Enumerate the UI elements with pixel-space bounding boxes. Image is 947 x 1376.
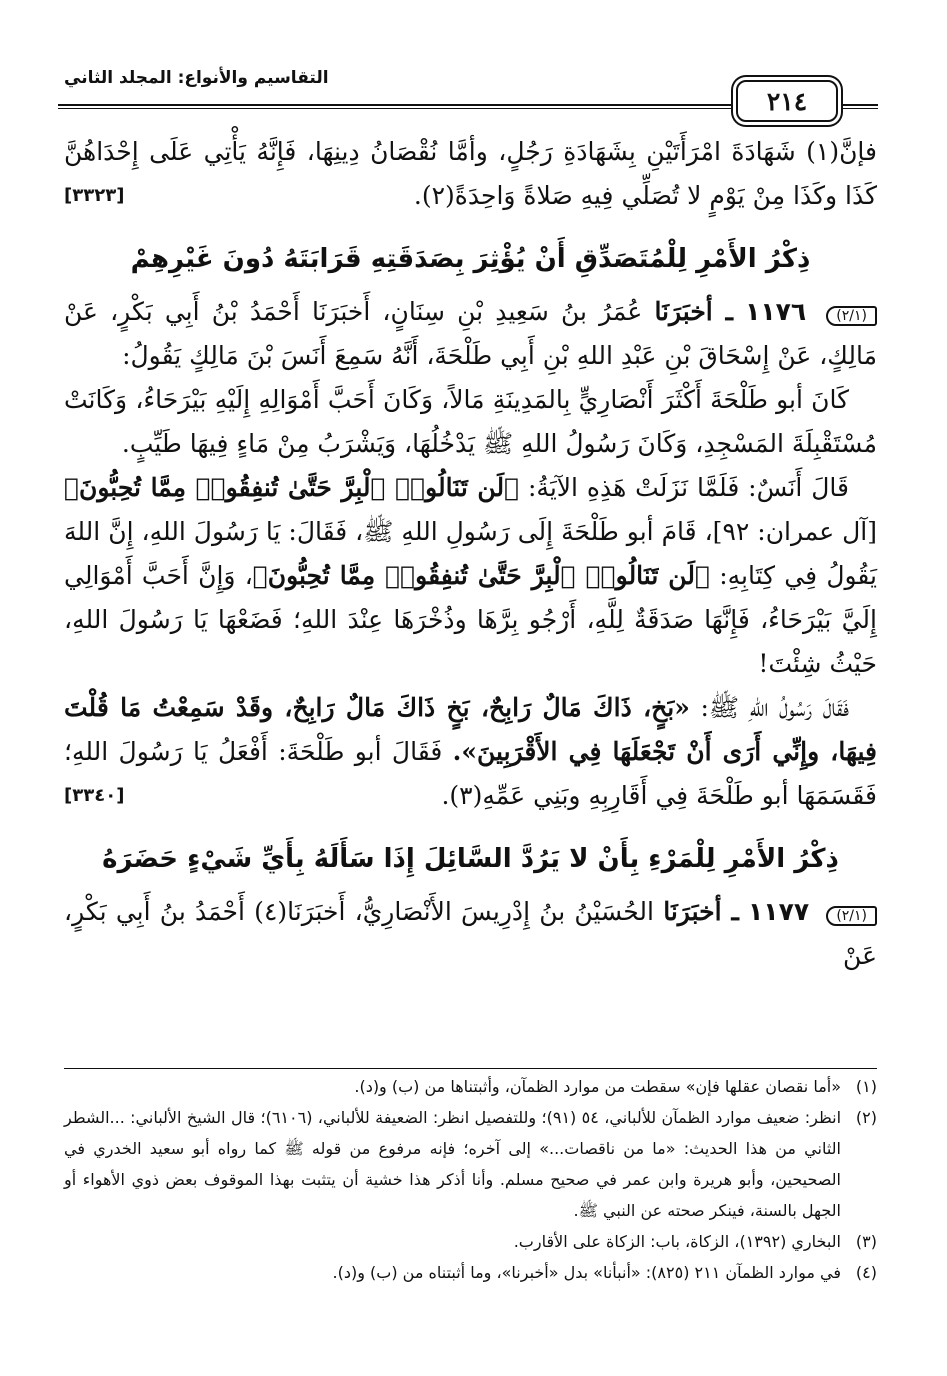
page-header (58, 64, 878, 116)
running-head: التقاسيم والأنواع: المجلد الثاني (58, 68, 335, 88)
footnote-number: (٣) (855, 1232, 877, 1251)
footnote-text: انظر: ضعيف موارد الظمآن للألباني، ٥٤ (٩١)؛ وللتفصيل انظر: الضعيفة للألباني، (٦١٠٦)؛ قال الشيخ الألباني: ...الشطر الثاني من هذا الحديث: «ما من ناقصات...» إلى آخره؛ فإنه مرفوع من قوله ﷺ كما رواه أبو سعيد الخدري في الصحيحين، وأبو هريرة وابن عمر في صحيح مسلم. وأنا أذكر هذا خشية أن يتثبت بهذا الموقوف بعض ذوي الأهواء أو الجهل بالسنة، فينكر صحته عن النبي ﷺ. (64, 1108, 842, 1220)
hadith-number: ١١٧٦ (745, 297, 807, 326)
footnote-number: (١) (855, 1077, 877, 1096)
intro-paragraph (64, 130, 877, 218)
quran-verse: ﴿لَن تَنَالُوا۟ ٱلْبِرَّ حَتَّىٰ تُنفِقُوا۟ مِمَّا تُحِبُّونَ﴾ (252, 561, 710, 590)
footnote (64, 1226, 877, 1257)
hadith-reference: [٣٣٤٠] (64, 785, 125, 806)
isnad-text: عُمَرُ بنُ سَعِيدِ بْنِ سِنَانٍ، أَخبَرَنَا أَحْمَدُ بْنُ أَبِي بَكْرٍ، عَنْ مَالِكٍ، عَنْ إِسْحَاقَ بْنِ عَبْدِ اللهِ بْنِ أَبِي طَلْحَةَ، أَنَّهُ سَمِعَ أَنَسَ بْنَ مَالِكٍ يَقُولُ: (64, 297, 877, 370)
hadith-isnad (64, 890, 877, 978)
hadith-number: ١١٧٧ (748, 897, 810, 926)
paragraph-text: قَالَ أَنَسٌ: فَلَمَّا نَزَلَتْ هَذِهِ الآيَةُ: (528, 473, 849, 502)
footnotes (64, 1068, 877, 1288)
footnote (64, 1257, 877, 1288)
isnad-label: ـ أخبَرَنَا (654, 297, 733, 326)
quran-verse: ﴿لَن تَنَالُوا۟ ٱلْبِرَّ حَتَّىٰ تُنفِقُوا۟ مِمَّا تُحِبُّونَ﴾ (64, 473, 520, 502)
footnote-number: (٤) (855, 1263, 877, 1282)
footnote (64, 1102, 877, 1226)
hadith-marker: (٢/١) (826, 306, 877, 326)
prophet-saying: «بَخٍ، ذَاكَ مَالٌ رَابِحٌ، بَخٍ ذَاكَ مَالٌ رَابِحٌ، وقَدْ سَمِعْتُ مَا قُلْتَ فِيهَا، وإِنِّي أَرَى أَنْ تَجْعَلَهَا فِي الأَقْرَبِينَ». (64, 693, 877, 766)
paragraph-text: ، وَإِنَّ أَحَبَّ أَمْوَالِي إِلَيَّ بَيْرَحَاءُ، فَإِنَّهَا صَدَقَةٌ لِلَّهِ، أَرْجُو بِرَّهَا وذُخْرَهَا عِنْدَ اللهِ؛ فَضَعْهَا يَا رَسُولَ اللهِ، حَيْثُ شِئْتَ! (64, 561, 878, 678)
isnad-label: ـ أخبَرَنَا (663, 897, 739, 926)
hadith-paragraph (64, 686, 877, 818)
hadith-paragraph: كَانَ أبو طَلْحَةَ أَكْثَرَ أَنْصَارِيٍّ بِالمَدِينَةِ مَالاً، وَكَانَ أَحَبَّ أَمْوَالِهِ إِلَيْهِ بَيْرَحَاءُ، وَكَانَتْ مُسْتَقْبِلَةَ المَسْجِدِ، وَكَانَ رَسُولُ اللهِ ﷺ يَدْخُلُهَا، وَيَشْرَبُ مِنْ مَاءٍ فِيهَا طَيِّبٍ. (64, 385, 877, 458)
footnote-number: (٢) (855, 1108, 877, 1127)
footnote-text: في موارد الظمآن ٢١١ (٨٢٥): «أنبأنا» بدل «أخبرنا»، وما أثبتناه من (ب) و(د). (332, 1263, 841, 1282)
footnote-text: «أما نقصان عقلها فإن» سقطت من موارد الظمآن، وأثبتناها من (ب) و(د). (354, 1077, 841, 1096)
paragraph-text: فَقَالَ رَسُولُ اللهِ ﷺ: (700, 693, 849, 722)
paragraph-text: [آل عمران: ٩٢]، قَامَ أبو طَلْحَةَ إِلَى رَسُولِ اللهِ ﷺ، فَقَالَ: يَا رَسُولَ اللهِ، إِنَّ اللهَ يَقُولُ فِي كِتَابِهِ: (64, 517, 878, 590)
chapter-heading: ذِكْرُ الأَمْرِ لِلْمَرْءِ بِأَنْ لا يَرُدَّ السَّائِلَ إِذَا سَأَلَهُ بِأَيِّ شَيْءٍ حَضَرَهُ (102, 844, 839, 874)
footnote (64, 1071, 877, 1102)
hadith-isnad (64, 290, 877, 378)
isnad-text: الحُسَيْنُ بنُ إِدْرِيسَ الأَنْصَارِيُّ، أَخبَرَنَا(٤) أَحْمَدُ بنُ أَبِي بَكْرٍ، عَنْ (64, 897, 877, 970)
intro-text: فإنَّ(١) شَهَادَةَ امْرَأَتَيْنِ بِشَهَادَةِ رَجُلٍ، وأمَّا نُقْصَانُ دِينِهَا، فَإِنَّهُ يَأْتِي عَلَى إِحْدَاهُنَّ كَذَا وكَذَا مِنْ يَوْمٍ لا تُصَلِّي فِيهِ صَلاةً وَاحِدَةً(٢). (64, 137, 877, 210)
hadith-marker: (٢/١) (826, 906, 877, 926)
footnote-text: البخاري (١٣٩٢)، الزكاة، باب: الزكاة على الأقارب. (513, 1232, 841, 1251)
chapter-heading: ذِكْرُ الأَمْرِ لِلْمُتَصَدِّقِ أَنْ يُؤْثِرَ بِصَدَقَتِهِ قَرَابَتَهُ دُونَ غَيْرِهِمْ (130, 244, 811, 274)
hadith-reference: [٣٣٢٣] (64, 185, 125, 206)
hadith-paragraph (64, 466, 877, 686)
page-number: ٢١٤ (736, 80, 838, 122)
paragraph-text: فَقَالَ أبو طَلْحَةَ: أَفْعَلُ يَا رَسُولَ اللهِ؛ فَقَسَمَهَا أبو طَلْحَةَ فِي أَقَارِبِهِ وبَنِي عَمِّهِ(٣). (64, 737, 877, 810)
main-text (64, 130, 877, 978)
